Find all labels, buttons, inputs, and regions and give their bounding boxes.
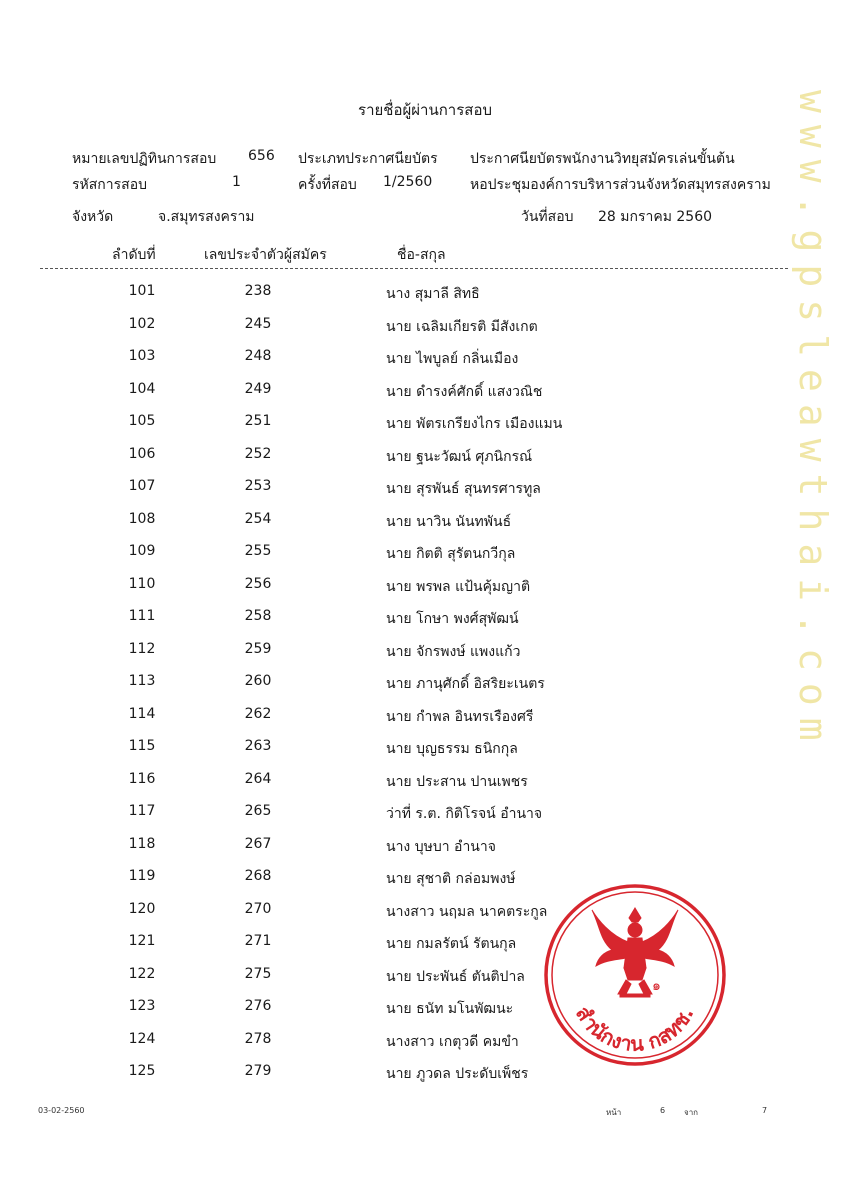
row-fullname: นาย ธนัท มโนพัฒนะ	[386, 1001, 514, 1017]
round-value: 1/2560	[383, 174, 433, 190]
row-fullname: นาย ประพันธ์ ตันติปาล	[386, 968, 525, 985]
row-fullname: นาย กำพล อินทรเรืองศรี	[386, 708, 534, 725]
cert-name: ประกาศนียบัตรพนักงานวิทยุสมัครเล่นขั้นต้น	[470, 151, 735, 167]
row-order: 121	[128, 933, 156, 949]
table-row	[0, 543, 850, 575]
header-order: ลำดับที่	[112, 247, 156, 263]
of-label: จาก	[684, 1108, 699, 1117]
page-label: หน้า	[606, 1108, 622, 1117]
row-applicant-id: 256	[244, 575, 272, 592]
table-row	[0, 348, 850, 380]
row-order: 105	[128, 413, 156, 429]
round-label: ครั้งที่สอบ	[298, 177, 357, 193]
table-row	[0, 836, 850, 868]
table-row	[0, 706, 850, 738]
row-applicant-id: 270	[244, 900, 272, 917]
calendar-value: 656	[248, 148, 275, 164]
table-row	[0, 673, 850, 705]
row-fullname: นาย สุรพันธ์ สุนทรศารทูล	[386, 481, 541, 497]
row-order: 118	[128, 835, 156, 852]
row-fullname: นาย กมลรัตน์ รัตนกุล	[386, 936, 517, 952]
stamp-text: สำนักงาน กสทช.	[570, 1001, 699, 1056]
table-row	[0, 446, 850, 478]
row-applicant-id: 255	[244, 543, 272, 559]
table-row	[0, 511, 850, 543]
row-fullname: นาย บุญธรรม ธนิกกุล	[386, 741, 518, 757]
row-fullname: นาย ประสาน ปานเพชร	[386, 773, 528, 790]
table-row	[0, 738, 850, 770]
row-order: 120	[128, 900, 156, 917]
row-order: 104	[128, 380, 156, 397]
province-label: จังหวัด	[72, 209, 114, 225]
watermark-text: www.gpsleawthai.com	[791, 90, 835, 753]
header-applicant-id: เลขประจำตัวผู้สมัคร	[204, 247, 327, 263]
row-fullname: นาย กิตติ สุรัตนกวีกุล	[386, 546, 516, 562]
province-value: จ.สมุทรสงคราม	[158, 209, 255, 225]
table-row	[0, 316, 850, 348]
row-applicant-id: 258	[244, 608, 272, 624]
row-applicant-id: 276	[244, 998, 272, 1014]
date-label: วันที่สอบ	[521, 209, 574, 225]
table-row	[0, 608, 850, 640]
table-row	[0, 771, 850, 803]
row-fullname: นาย ฐนะวัฒน์ ศุภนิกรณ์	[386, 448, 533, 465]
page-title: รายชื่อผู้ผ่านการสอบ	[358, 101, 492, 119]
row-fullname: นาย จักรพงษ์ แพงแก้ว	[386, 643, 521, 660]
calendar-label: หมายเลขปฏิทินการสอบ	[72, 151, 217, 167]
row-fullname: นาย นาวิน นันทพันธ์	[386, 513, 512, 530]
row-fullname: นาย ภานุศักดิ์ อิสริยะเนตร	[386, 676, 545, 692]
row-fullname: นาย ภูวดล ประดับเพ็ชร	[386, 1066, 529, 1082]
row-order: 112	[128, 640, 156, 657]
row-applicant-id: 278	[244, 1030, 272, 1047]
row-fullname: นาง สุมาลี สิทธิ	[386, 286, 480, 302]
row-applicant-id: 267	[244, 835, 272, 852]
row-fullname: นางสาว เกตุวดี คมขำ	[386, 1033, 519, 1050]
table-row	[0, 478, 850, 510]
row-fullname: นาย เฉลิมเกียรติ มีสังเกต	[386, 318, 538, 335]
row-applicant-id: 245	[244, 315, 272, 332]
header-divider	[40, 268, 788, 269]
row-fullname: นาย พรพล แป้นคุ้มญาติ	[386, 578, 531, 595]
table-row	[0, 641, 850, 673]
row-order: 123	[128, 998, 156, 1014]
stamp-digit-icon: ๑	[652, 978, 661, 994]
row-fullname: ว่าที่ ร.ต. กิติโรจน์ อำนาจ	[386, 806, 543, 822]
table-row	[0, 413, 850, 445]
row-applicant-id: 260	[244, 673, 272, 689]
official-seal-stamp	[540, 880, 730, 1070]
row-fullname: นาย พัตรเกรียงไกร เมืองแมน	[386, 416, 563, 432]
row-order: 114	[128, 705, 156, 722]
website-watermark	[752, 90, 850, 1070]
row-order: 115	[128, 738, 156, 754]
row-applicant-id: 275	[244, 965, 272, 982]
row-order: 117	[128, 803, 156, 819]
row-order: 125	[128, 1063, 156, 1079]
date-value: 28 มกราคม 2560	[598, 209, 713, 225]
venue: หอประชุมองค์การบริหารส่วนจังหวัดสมุทรสงคราม	[470, 177, 771, 193]
row-applicant-id: 268	[244, 868, 272, 884]
code-label: รหัสการสอบ	[72, 177, 147, 193]
row-order: 110	[128, 575, 156, 592]
table-row	[0, 803, 850, 835]
page-current: 6	[660, 1106, 666, 1115]
row-fullname: นาย ดำรงค์ศักดิ์ แสงวณิช	[386, 383, 543, 400]
row-applicant-id: 238	[244, 283, 272, 299]
row-applicant-id: 254	[244, 510, 272, 527]
row-order: 122	[128, 965, 156, 982]
row-applicant-id: 248	[244, 348, 272, 364]
svg-text:สำนักงาน กสทช.	[571, 1002, 699, 1056]
row-order: 119	[128, 868, 156, 884]
row-order: 102	[128, 315, 156, 332]
row-fullname: นางสาว นฤมล นาคตระกูล	[386, 903, 548, 920]
row-applicant-id: 271	[244, 933, 272, 949]
row-order: 108	[128, 510, 156, 527]
row-fullname: นาย สุชาติ กล่อมพงษ์	[386, 871, 516, 887]
row-fullname: นาง บุษบา อำนาจ	[386, 838, 496, 855]
code-value: 1	[232, 174, 241, 190]
page-total: 7	[762, 1106, 768, 1115]
row-order: 116	[128, 770, 156, 787]
print-date: 03-02-2560	[38, 1106, 85, 1115]
row-applicant-id: 279	[244, 1063, 272, 1079]
row-applicant-id: 249	[244, 380, 272, 397]
row-applicant-id: 252	[244, 445, 272, 462]
row-applicant-id: 263	[244, 738, 272, 754]
garuda-emblem-icon	[592, 908, 678, 997]
row-applicant-id: 265	[244, 803, 272, 819]
table-row	[0, 576, 850, 608]
row-order: 101	[128, 283, 156, 299]
header-fullname: ชื่อ-สกุล	[397, 247, 446, 263]
table-row	[0, 283, 850, 315]
table-row	[0, 381, 850, 413]
type-label: ประเภทประกาศนียบัตร	[298, 151, 438, 167]
row-order: 109	[128, 543, 156, 559]
row-order: 106	[128, 445, 156, 462]
row-order: 107	[128, 478, 156, 494]
row-applicant-id: 253	[244, 478, 272, 494]
row-order: 103	[128, 348, 156, 364]
row-applicant-id: 262	[244, 705, 272, 722]
row-fullname: นาย โกษา พงศ์สุพัฒน์	[386, 611, 519, 627]
row-order: 111	[128, 608, 156, 624]
row-applicant-id: 259	[244, 640, 272, 657]
row-order: 113	[128, 673, 156, 689]
row-order: 124	[128, 1030, 156, 1047]
row-applicant-id: 264	[244, 770, 272, 787]
row-applicant-id: 251	[244, 413, 272, 429]
row-fullname: นาย ไพบูลย์ กลิ่นเมือง	[386, 351, 519, 367]
